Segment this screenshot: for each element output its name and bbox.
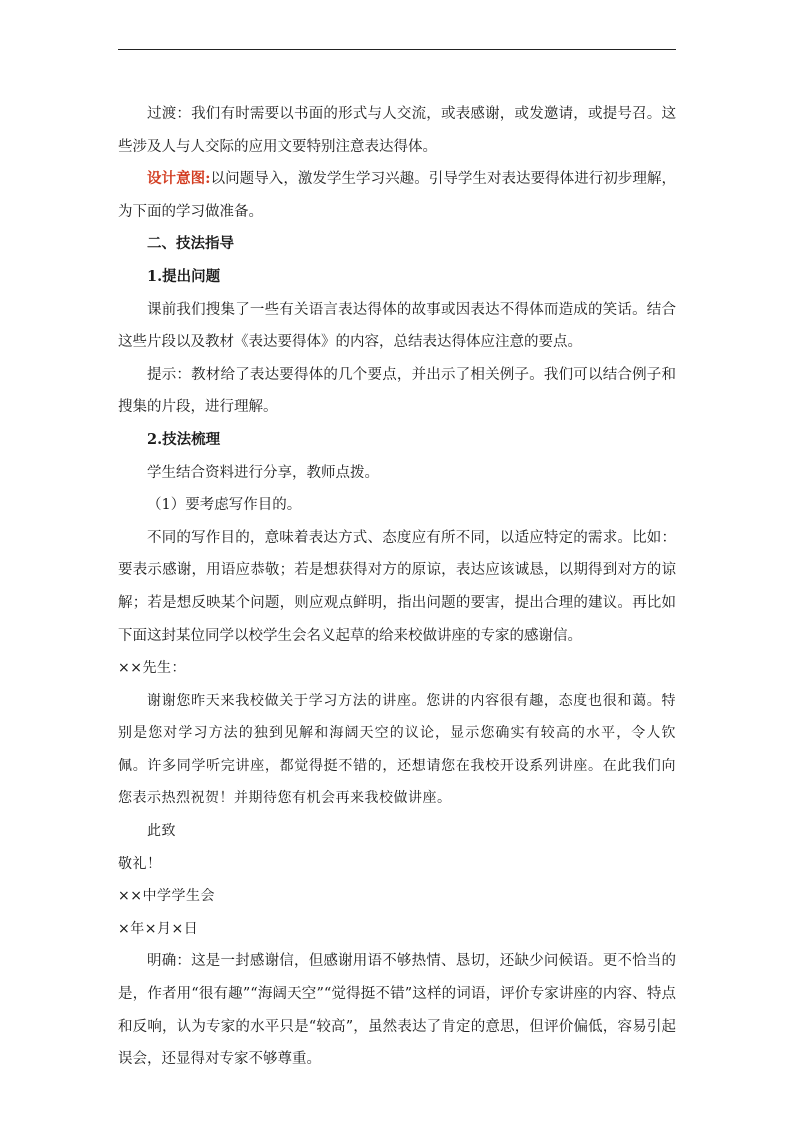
sub2-title: 2.技法梳理 bbox=[147, 430, 221, 448]
design-intent-label: 设计意图: bbox=[147, 170, 211, 188]
section-title: 二、技法指导 bbox=[147, 235, 234, 253]
sub2-paragraph: 不同的写作目的，意味着表达方式、态度应有所不同，以适应特定的需求。比如：要表示感谢，用语应恭敬；若是想获得对方的原谅，表达应该诚恳，以期得到对方的谅解；若是想反映某个问题，则应观点鲜明，指出问题的要害，提出合理的建议。再比如下面这封某位同学以校学生会名义起草的给来校做讲座的专家的感谢信。 bbox=[118, 529, 676, 644]
sub1-title: 1.提出问题 bbox=[147, 267, 221, 285]
letter-body: 谢谢您昨天来我校做关于学习方法的讲座。您讲的内容很有趣，态度也很和蔼。特别是您对学习方法的独到见解和海阔天空的议论，显示您确实有较高的水平，令人钦佩。许多同学听完讲座，都觉得挺不错的，还想请您在我校开设系列讲座。在此我们向您表示热烈祝贺！并期待您有机会再来我校做讲座。 bbox=[118, 692, 676, 807]
document-body bbox=[118, 98, 676, 1076]
sub2-point1: （1）要考虑写作目的。 bbox=[147, 497, 302, 514]
design-intent-paragraph bbox=[118, 163, 676, 228]
sub2-intro: 学生结合资料进行分享，教师点拨。 bbox=[147, 464, 379, 481]
letter-salutation: ××先生： bbox=[118, 660, 186, 677]
transition-paragraph: 过渡：我们有时需要以书面的形式与人交流，或表感谢，或发邀请，或提号召。这些涉及人与人交际的应用文要特别注意表达得体。 bbox=[118, 106, 676, 155]
clarification-paragraph: 明确：这是一封感谢信，但感谢用语不够热情、恳切，还缺少问候语。更不恰当的是，作者用“很有趣”“海阔天空”“觉得挺不错”这样的词语，评价专家讲座的内容、特点和反响，认为专家的水平只是“较高”，虽然表达了肯定的意思，但评价偏低，容易引起误会，还显得对专家不够尊重。 bbox=[118, 953, 676, 1068]
sub1-hint: 提示：教材给了表达要得体的几个要点，并出示了相关例子。我们可以结合例子和搜集的片段，进行理解。 bbox=[118, 366, 676, 416]
design-intent-text: 以问题导入，激发学生学习兴趣。引导学生对表达要得体进行初步理解，为下面的学习做准备。 bbox=[118, 171, 677, 220]
header-rule bbox=[118, 49, 676, 50]
sub1-paragraph: 课前我们搜集了一些有关语言表达得体的故事或因表达不得体而造成的笑话。结合这些片段以及教材《表达要得体》的内容，总结表达得体应注意的要点。 bbox=[118, 301, 676, 351]
letter-signature: ××中学学生会 bbox=[118, 888, 215, 905]
letter-closing-1: 此致 bbox=[147, 823, 176, 840]
letter-closing-2: 敬礼！ bbox=[118, 855, 162, 872]
letter-date: ×年×月×日 bbox=[118, 920, 199, 937]
